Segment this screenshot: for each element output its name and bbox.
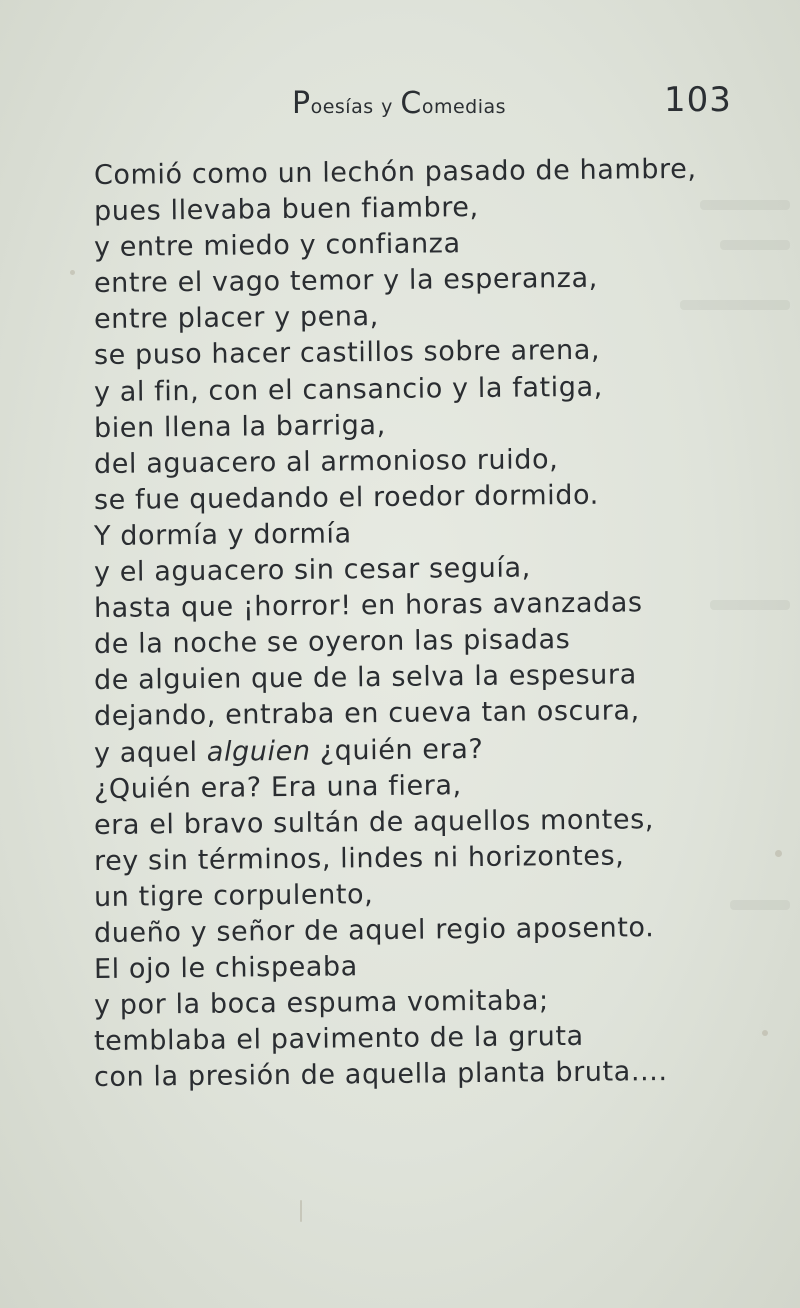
poem-line: dueño y señor de aquel regio aposento. <box>93 912 655 949</box>
poem-line: se fue quedando el roedor dormido. <box>93 479 600 516</box>
header-word: oesías <box>310 96 374 118</box>
poem-line: era el bravo sultán de aquellos montes, <box>93 803 655 841</box>
poem-line: y por la boca espuma vomitaba; <box>93 985 549 1022</box>
poem-line: de la noche se oyeron las pisadas <box>93 624 571 661</box>
poem-line: bien llena la barriga, <box>93 409 386 444</box>
poem-line: temblaba el pavimento de la gruta <box>93 1021 584 1058</box>
page-number: 103 <box>664 80 732 120</box>
paper-speck <box>70 270 75 275</box>
poem-line: y al fin, con el cansancio y la fatiga, <box>93 371 604 408</box>
poem-line: pues llevaba buen fiambre, <box>93 192 479 228</box>
running-header <box>292 86 506 121</box>
poem-line: y el aguacero sin cesar seguía, <box>93 552 531 589</box>
poem-line: se puso hacer castillos sobre arena, <box>93 335 601 372</box>
poem-line: hasta que ¡horror! en horas avanzadas <box>93 587 643 625</box>
poem-line: ¿Quién era? Era una fiera, <box>93 769 462 805</box>
paper-speck <box>775 850 782 857</box>
paper-speck <box>300 1200 302 1222</box>
poem-line: Y dormía y dormía <box>93 518 352 552</box>
poem-line: dejando, entraba en cueva tan oscura, <box>93 695 640 733</box>
poem-line-prefix: y aquel <box>93 736 198 769</box>
poem-body <box>93 153 774 1096</box>
poem-line-italic-word: alguien <box>206 735 311 768</box>
poem-line: un tigre corpulento, <box>93 878 374 913</box>
poem-line: El ojo le chispeaba <box>93 951 359 986</box>
header-letter: P <box>292 86 311 121</box>
poem-line: entre placer y pena, <box>93 301 380 336</box>
poem-line: rey sin términos, lindes ni horizontes, <box>93 840 625 877</box>
poem-line: de alguien que de la selva la espesura <box>93 659 637 697</box>
header-letter: C <box>400 86 422 121</box>
poem-line: y entre miedo y confianza <box>93 228 461 264</box>
poem-line: del aguacero al armonioso ruido, <box>93 443 559 480</box>
poem-line: con la presión de aquella planta bruta.... <box>93 1056 668 1094</box>
poem-line: Comió como un lechón pasado de hambre, <box>93 153 697 191</box>
header-word: omedias <box>421 96 507 118</box>
poem-line-suffix: ¿quién era? <box>319 733 484 767</box>
poem-line: entre el vago temor y la esperanza, <box>93 263 598 300</box>
header-word: y <box>381 96 393 118</box>
